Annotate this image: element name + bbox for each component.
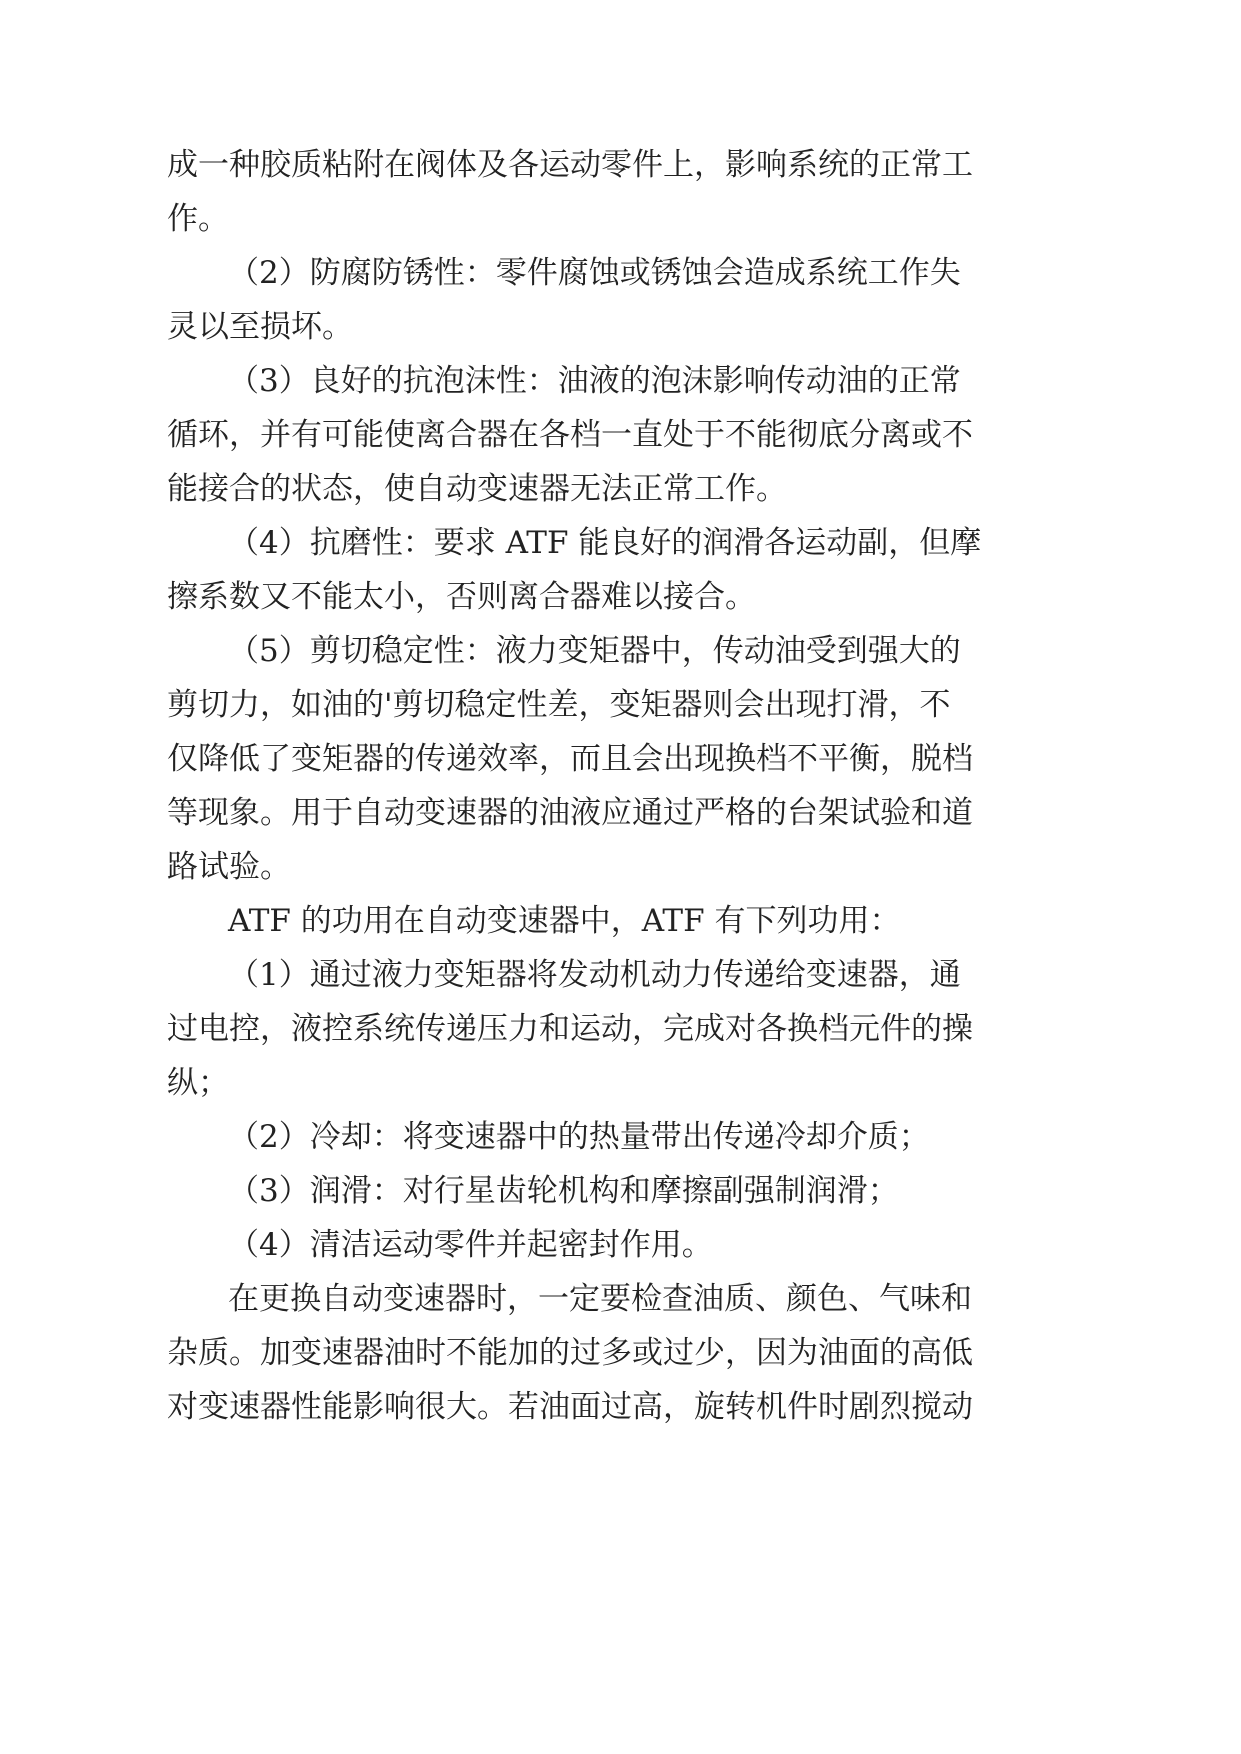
text-line: 能接合的状态，使自动变速器无法正常工作。 [167,471,787,507]
text-line: （5）剪切稳定性：液力变矩器中，传动油受到强大的 [228,633,961,669]
text-line: 剪切力，如油的'剪切稳定性差，变矩器则会出现打滑，不 [167,687,951,723]
text-line: 杂质。加变速器油时不能加的过多或过少，因为油面的高低 [167,1335,973,1371]
text-line: ATF 的功用在自动变速器中，ATF 有下列功用： [228,903,901,939]
text-line: 循环，并有可能使离合器在各档一直处于不能彻底分离或不 [167,417,973,453]
text-line: （1）通过液力变矩器将发动机动力传递给变速器，通 [228,957,961,993]
text-line: （4）抗磨性：要求 ATF 能良好的润滑各运动副，但摩 [228,525,982,561]
text-line: 过电控，液控系统传递压力和运动，完成对各换档元件的操 [167,1011,973,1047]
text-line: 擦系数又不能太小，否则离合器难以接合。 [167,579,756,615]
text-line: （2）冷却：将变速器中的热量带出传递冷却介质； [228,1119,930,1155]
text-line: 灵以至损坏。 [167,309,353,345]
text-line: 成一种胶质粘附在阀体及各运动零件上，影响系统的正常工 [167,147,973,183]
text-line: 纵； [167,1065,229,1101]
text-line: （4）清洁运动零件并起密封作用。 [228,1227,713,1263]
text-line: 对变速器性能影响很大。若油面过高，旋转机件时剧烈搅动 [167,1389,973,1425]
text-line: 等现象。用于自动变速器的油液应通过严格的台架试验和道 [167,795,973,831]
text-line: （3）润滑：对行星齿轮机构和摩擦副强制润滑； [228,1173,899,1209]
text-line: 在更换自动变速器时，一定要检查油质、颜色、气味和 [228,1281,972,1317]
text-line: （3）良好的抗泡沫性：油液的泡沫影响传动油的正常 [228,363,961,399]
text-line: 作。 [167,201,229,237]
text-line: 仅降低了变矩器的传递效率，而且会出现换档不平衡，脱档 [167,741,973,777]
text-line: （2）防腐防锈性：零件腐蚀或锈蚀会造成系统工作失 [228,255,961,291]
text-line: 路试验。 [167,849,291,885]
